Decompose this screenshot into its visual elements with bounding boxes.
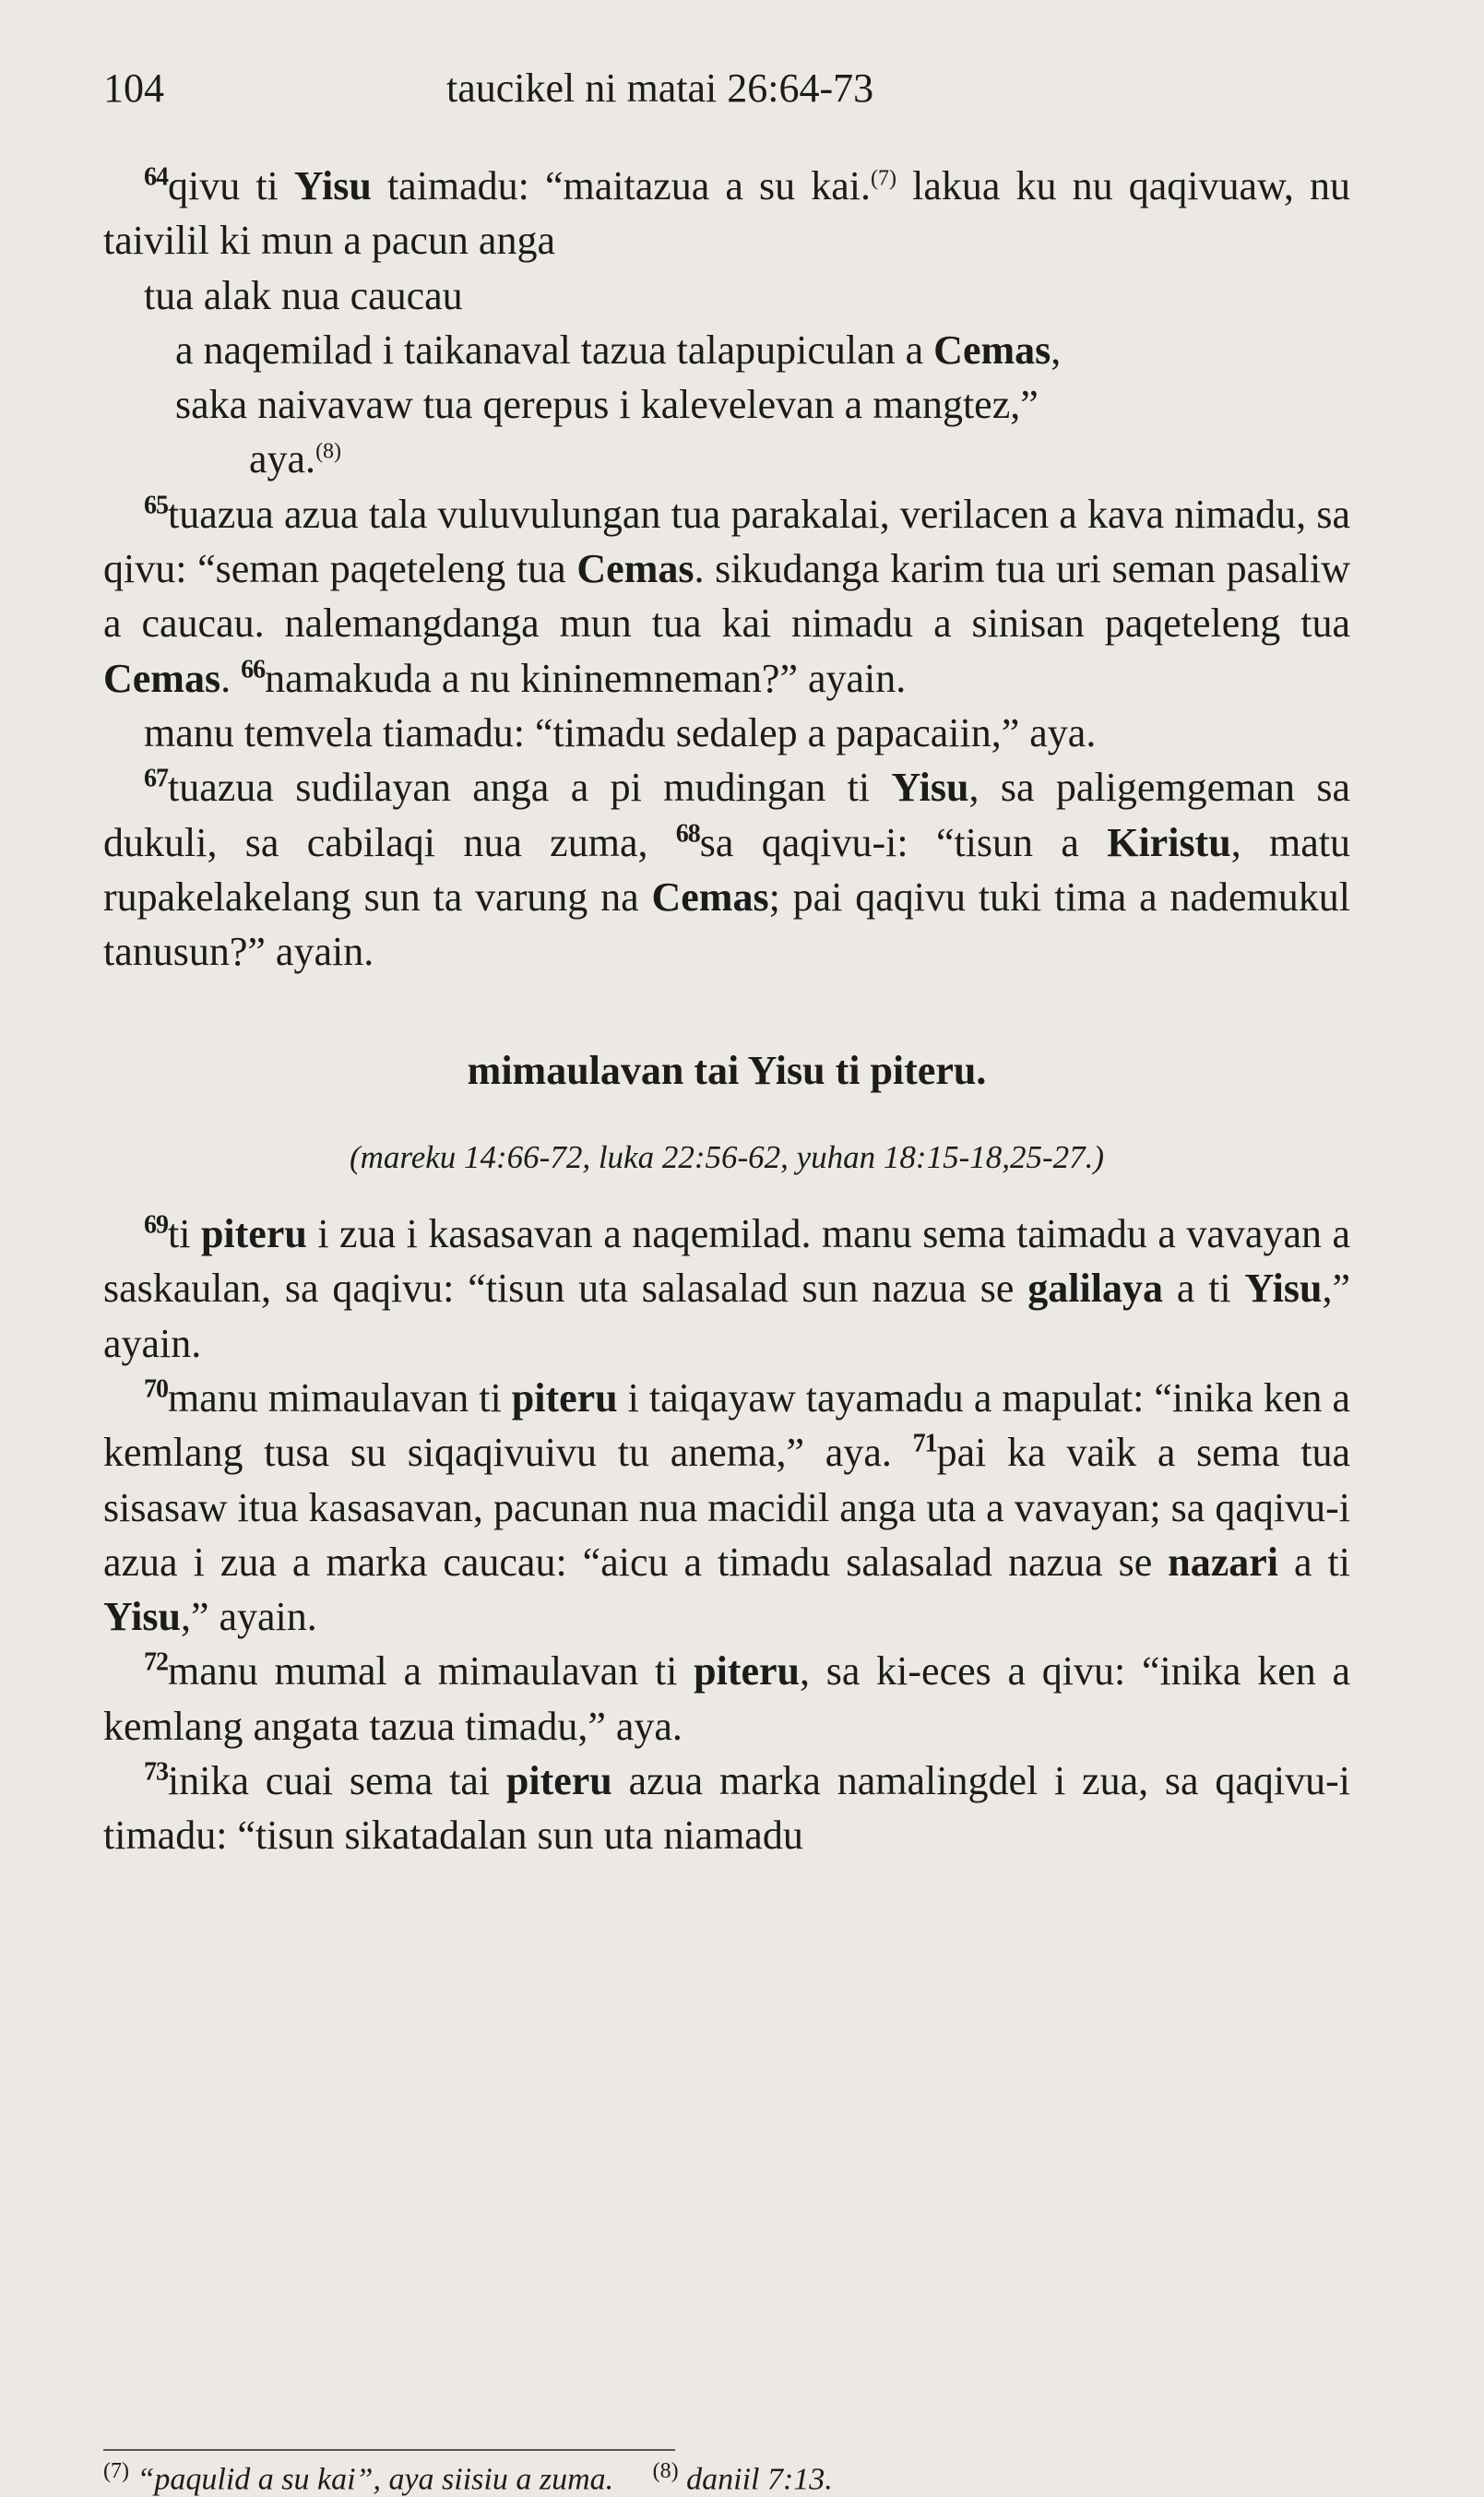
verse-73: $^{73}$inika cuai sema tai piteru azua marka namalingdel i zua, sa qaqivu-i timadu: “tisun sikatadalan sun uta niamadu <box>103 1757 1350 1859</box>
verse-number: 73 <box>144 1757 168 1787</box>
footnote-ref-8: (8) <box>315 439 342 464</box>
verse-line: manu temvela tiamadu: “timadu sedalep a papacaiin,” aya. <box>144 709 1097 755</box>
verse-number: 64 <box>144 162 168 192</box>
verse-number: 68 <box>675 818 700 848</box>
verse-70-71: $^{70}$manu mimaulavan ti piteru i taiqayaw tayamadu a mapulat: “inika ken a kemlang tusa su siqaqivuivu tu anema,” aya. $^{71}$pai ka vaik a sema tua sisasaw itua kasasavan, pacunan nua macidil anga uta a vavayan; sa qaqivu-i azua i zua a marka caucau: “aicu a timadu salasalad nazua se nazari a ti Yisu,” ayain. <box>103 1374 1350 1640</box>
verse-number: 72 <box>144 1647 168 1677</box>
cross-reference: (mareku 14:66-72, luka 22:56-62, yuhan 18:15-18,25-27.) <box>349 1138 1105 1175</box>
verse-64: $^{64}$qivu ti Yisu taimadu: “maitazua a su kai.$^{(7)}$ lakua ku nu qaqivuaw, nu taivilil ki mun a pacun anga <box>103 162 1350 264</box>
page-number: 104 <box>103 65 164 111</box>
footnote-label-7: (7) <box>103 2459 129 2483</box>
footnote-7: “paqulid a su kai”, aya siisiu a zuma. <box>137 2462 614 2497</box>
footnote-ref-7: (7) <box>871 166 897 191</box>
verse-number: 70 <box>144 1374 168 1404</box>
quote-line: aya.$^{(8)}$ <box>249 436 342 482</box>
footnote-rule <box>103 2449 675 2451</box>
quote-line: tua alak nua caucau <box>144 272 463 318</box>
verse-number: 65 <box>144 491 168 520</box>
section-heading: mimaulavan tai Yisu ti piteru. <box>467 1048 987 1094</box>
running-title: taucikel ni matai 26:64-73 <box>446 65 874 111</box>
main-text <box>103 159 1350 1863</box>
verse-67-68: $^{67}$tuazua sudilayan anga a pi mudingan ti Yisu, sa paligemgeman sa dukuli, sa cabilaqi nua zuma, $^{68}$sa qaqivu-i: “tisun a Kiristu, matu rupakelakelang sun ta varung na Cemas; pai qaqivu tuki tima a nademukul tanusun?” ayain. <box>103 764 1351 975</box>
verse-number: 69 <box>144 1210 168 1240</box>
footnote-8: daniil 7:13. <box>686 2462 833 2497</box>
verse-number: 71 <box>912 1429 937 1458</box>
verse-69: $^{69}$ti piteru i zua i kasasavan a naqemilad. manu sema taimadu a vavayan a saskaulan, sa qaqivu: “tisun uta salasalad sun nazua se galilaya a ti Yisu,” ayain. <box>103 1210 1351 1366</box>
verse-72: $^{72}$manu mumal a mimaulavan ti piteru, sa ki-eces a qivu: “inika ken a kemlang angata tazua timadu,” aya. <box>103 1647 1351 1749</box>
verse-number: 67 <box>144 764 168 793</box>
quote-line: a naqemilad i taikanaval tazua talapupiculan a Cemas, <box>175 327 1062 373</box>
footnote-label-8: (8) <box>652 2459 679 2483</box>
quote-line: saka naivavaw tua qerepus i kalevelevan a mangtez,” <box>175 382 1039 428</box>
footnotes <box>103 2459 833 2497</box>
verse-65-66: $^{65}$tuazua azua tala vuluvulungan tua parakalai, verilacen a kava nimadu, sa qivu: “seman paqeteleng tua Cemas. sikudanga karim tua uri seman pasaliw a caucau. nalemangdanga mun tua kai nimadu a sinisan paqeteleng tua Cemas. $^{66}$namakuda a nu kininemneman?” ayain. <box>103 491 1350 701</box>
running-header <box>103 65 1381 120</box>
verse-number: 66 <box>241 655 266 684</box>
